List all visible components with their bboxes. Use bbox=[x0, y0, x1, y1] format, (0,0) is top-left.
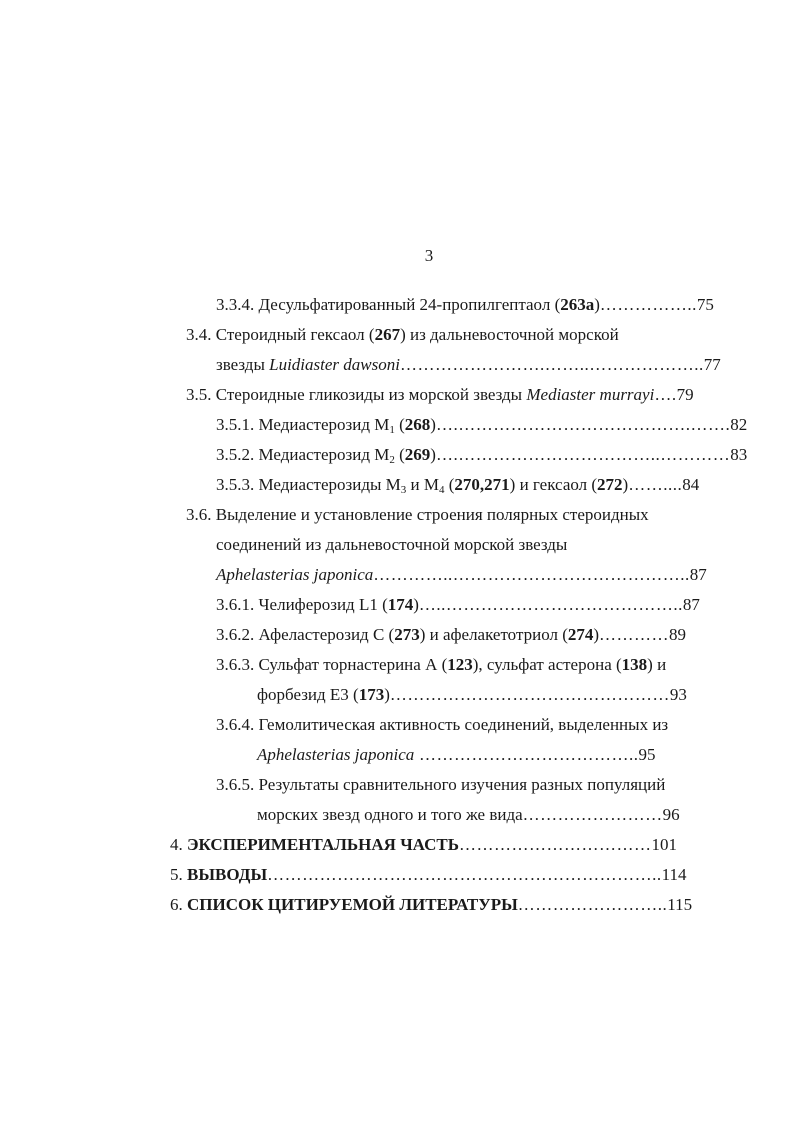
compound-number: 174 bbox=[387, 595, 414, 614]
toc-line bbox=[0, 860, 793, 890]
toc-line bbox=[0, 680, 793, 710]
leader-dots: ……………………………….. bbox=[414, 745, 639, 764]
entry-number: 3.6.5. bbox=[216, 775, 255, 794]
entry-number: 3.6.1. bbox=[216, 595, 255, 614]
toc-entry-5[interactable] bbox=[170, 860, 687, 890]
toc-entry-3-5-3[interactable] bbox=[216, 470, 699, 500]
entry-title: Медиастерозиды М bbox=[254, 475, 401, 494]
toc-line bbox=[0, 320, 793, 350]
toc-line bbox=[0, 740, 793, 770]
subscript: 4 bbox=[439, 484, 445, 496]
compound-number: 263a bbox=[560, 295, 595, 314]
entry-number: 3.6.2. bbox=[216, 625, 255, 644]
page-ref: 101 bbox=[651, 835, 677, 854]
page-ref: 93 bbox=[669, 685, 687, 704]
entry-title: Результаты сравнительного изучения разных популяций bbox=[254, 775, 666, 794]
toc-line bbox=[0, 830, 793, 860]
toc-entry-3-6-4-cont[interactable] bbox=[257, 740, 655, 770]
toc-entry-3-3-4[interactable] bbox=[216, 290, 714, 320]
leader-dots: …………..………………………………….. bbox=[373, 565, 690, 584]
toc-line bbox=[0, 530, 793, 560]
entry-title: ), сульфат астерона ( bbox=[472, 655, 622, 674]
entry-number: 5. bbox=[170, 865, 183, 884]
leader-dots: ………………………………………… bbox=[389, 685, 670, 704]
page-ref: 95 bbox=[638, 745, 656, 764]
entry-title: ) и bbox=[647, 655, 667, 674]
entry-number: 3.5. bbox=[186, 385, 212, 404]
page-ref: 96 bbox=[662, 805, 680, 824]
toc-line bbox=[0, 290, 793, 320]
toc-entry-3-4-cont[interactable] bbox=[216, 350, 721, 380]
toc-entry-3-6-cont[interactable] bbox=[216, 530, 567, 560]
toc-entry-3-6-1[interactable] bbox=[216, 590, 700, 620]
entry-number: 3.5.1. bbox=[216, 415, 255, 434]
entry-title: СПИСОК ЦИТИРУЕМОЙ ЛИТЕРАТУРЫ bbox=[182, 895, 518, 914]
entry-number: 3.3.4. bbox=[216, 295, 255, 314]
leader-dots: …. bbox=[654, 385, 677, 404]
entry-number: 3.6. bbox=[186, 505, 212, 524]
entry-number: 3.6.3. bbox=[216, 655, 255, 674]
leader-dots: …………….. bbox=[599, 295, 697, 314]
toc-line bbox=[0, 560, 793, 590]
entry-title: Афеластерозид С ( bbox=[254, 625, 395, 644]
page-ref: 82 bbox=[730, 415, 748, 434]
page-ref: 114 bbox=[661, 865, 687, 884]
compound-number: 269 bbox=[404, 445, 431, 464]
entry-number: 3.4. bbox=[186, 325, 212, 344]
toc-entry-3-4[interactable] bbox=[186, 320, 619, 350]
toc-line bbox=[0, 380, 793, 410]
leader-dots: ….………………………………….……. bbox=[435, 415, 731, 434]
toc-entry-3-6-cont2[interactable] bbox=[216, 560, 707, 590]
entry-title: ) и гексаол ( bbox=[509, 475, 598, 494]
compound-number: 123 bbox=[447, 655, 473, 674]
entry-number: 3.5.2. bbox=[216, 445, 255, 464]
page-ref: 84 bbox=[682, 475, 700, 494]
leader-dots: …………………….……..……………….. bbox=[399, 355, 704, 374]
toc-entry-3-6-3-cont[interactable] bbox=[257, 680, 687, 710]
toc-entry-3-6-3[interactable] bbox=[216, 650, 666, 680]
punct: ) bbox=[413, 595, 419, 614]
compound-number: 272 bbox=[597, 475, 623, 494]
punct: ) bbox=[594, 295, 600, 314]
punct: ) bbox=[593, 625, 600, 644]
subscript: 1 bbox=[389, 424, 395, 436]
entry-title: Медиастерозид М bbox=[254, 445, 390, 464]
compound-number: 267 bbox=[374, 325, 401, 344]
toc-line bbox=[0, 800, 793, 830]
table-of-contents bbox=[0, 290, 793, 920]
page-ref: 79 bbox=[676, 385, 694, 404]
toc-line bbox=[0, 500, 793, 530]
entry-title: ) и афелакетотриол ( bbox=[419, 625, 568, 644]
entry-title: форбезид Е3 ( bbox=[257, 685, 359, 704]
punct: ) bbox=[384, 685, 390, 704]
species-name: Mediaster murrayi bbox=[526, 385, 655, 404]
compound-number: 268 bbox=[404, 415, 431, 434]
toc-entry-3-6-5[interactable] bbox=[216, 770, 665, 800]
toc-line bbox=[0, 620, 793, 650]
subscript: 2 bbox=[389, 454, 395, 466]
toc-entry-3-6-5-cont[interactable] bbox=[257, 800, 680, 830]
leader-dots: ………………………………………………………….. bbox=[267, 865, 662, 884]
compound-number: 173 bbox=[358, 685, 385, 704]
page-ref: 115 bbox=[667, 895, 693, 914]
toc-line bbox=[0, 770, 793, 800]
toc-line bbox=[0, 650, 793, 680]
punct: ) bbox=[430, 445, 436, 464]
leader-dots: …………………… bbox=[522, 805, 663, 824]
entry-title: Сульфат торнастерина А ( bbox=[254, 655, 448, 674]
leader-dots: …..………………………………….. bbox=[418, 595, 683, 614]
toc-entry-3-6-2[interactable] bbox=[216, 620, 686, 650]
entry-title: ВЫВОДЫ bbox=[182, 865, 268, 884]
page-ref: 87 bbox=[689, 565, 707, 584]
punct: ( bbox=[394, 415, 405, 434]
page-ref: 87 bbox=[682, 595, 700, 614]
leader-dots: ….……………………………..………… bbox=[435, 445, 731, 464]
leader-dots: ………… bbox=[599, 625, 670, 644]
toc-entry-4[interactable] bbox=[170, 830, 677, 860]
entry-number: 4. bbox=[170, 835, 183, 854]
entry-title: Медиастерозид М bbox=[254, 415, 390, 434]
punct: ) bbox=[430, 415, 436, 434]
entry-title: звезды bbox=[216, 355, 270, 374]
toc-line bbox=[0, 890, 793, 920]
page-ref: 75 bbox=[696, 295, 714, 314]
entry-title: Стероидные гликозиды из морской звезды bbox=[211, 385, 527, 404]
compound-number: 270,271 bbox=[454, 475, 510, 494]
toc-line bbox=[0, 710, 793, 740]
entry-title: ) из дальневосточной морской bbox=[400, 325, 619, 344]
entry-title: Гемолитическая активность соединений, выделенных из bbox=[254, 715, 669, 734]
entry-title: морских звезд одного и того же вида bbox=[257, 805, 523, 824]
toc-line bbox=[0, 410, 793, 440]
toc-line bbox=[0, 440, 793, 470]
toc-entry-3-6-4[interactable] bbox=[216, 710, 668, 740]
toc-line bbox=[0, 590, 793, 620]
entry-title: соединений из дальневосточной морской звезды bbox=[216, 535, 568, 554]
page-ref: 77 bbox=[703, 355, 721, 374]
toc-line bbox=[0, 470, 793, 500]
toc-entry-6[interactable] bbox=[170, 890, 692, 920]
entry-number: 6. bbox=[170, 895, 183, 914]
page-ref: 83 bbox=[730, 445, 748, 464]
toc-entry-3-6[interactable] bbox=[186, 500, 649, 530]
toc-entry-3-5[interactable] bbox=[186, 380, 694, 410]
punct: ) bbox=[622, 475, 629, 494]
entry-title: Челиферозид L1 ( bbox=[254, 595, 388, 614]
compound-number: 274 bbox=[567, 625, 594, 644]
punct: ( bbox=[394, 445, 405, 464]
species-name: Aphelasterias japonica bbox=[257, 745, 415, 764]
entry-number: 3.5.3. bbox=[216, 475, 255, 494]
species-name: Luidiaster dawsoni bbox=[269, 355, 400, 374]
entry-title: Стероидный гексаол ( bbox=[211, 325, 375, 344]
subscript: 3 bbox=[400, 484, 407, 496]
entry-title: Выделение и установление строения полярных стероидных bbox=[211, 505, 649, 524]
compound-number: 273 bbox=[394, 625, 420, 644]
toc-line bbox=[0, 350, 793, 380]
punct: ( bbox=[444, 475, 455, 494]
leader-dots: …………………………… bbox=[458, 835, 652, 854]
page-ref: 89 bbox=[669, 625, 687, 644]
toc-entry-3-5-2[interactable] bbox=[216, 440, 747, 470]
entry-number: 3.6.4. bbox=[216, 715, 255, 734]
compound-number: 138 bbox=[621, 655, 648, 674]
leader-dots: …….... bbox=[628, 475, 683, 494]
entry-title: Десульфатированный 24-пропилгептаол ( bbox=[254, 295, 561, 314]
toc-entry-3-5-1[interactable] bbox=[216, 410, 747, 440]
species-name: Aphelasterias japonica bbox=[216, 565, 374, 584]
page-number: 3 bbox=[424, 246, 434, 265]
entry-title: и М bbox=[406, 475, 439, 494]
entry-title: ЭКСПЕРИМЕНТАЛЬНАЯ ЧАСТЬ bbox=[182, 835, 459, 854]
leader-dots: …………………….. bbox=[517, 895, 668, 914]
